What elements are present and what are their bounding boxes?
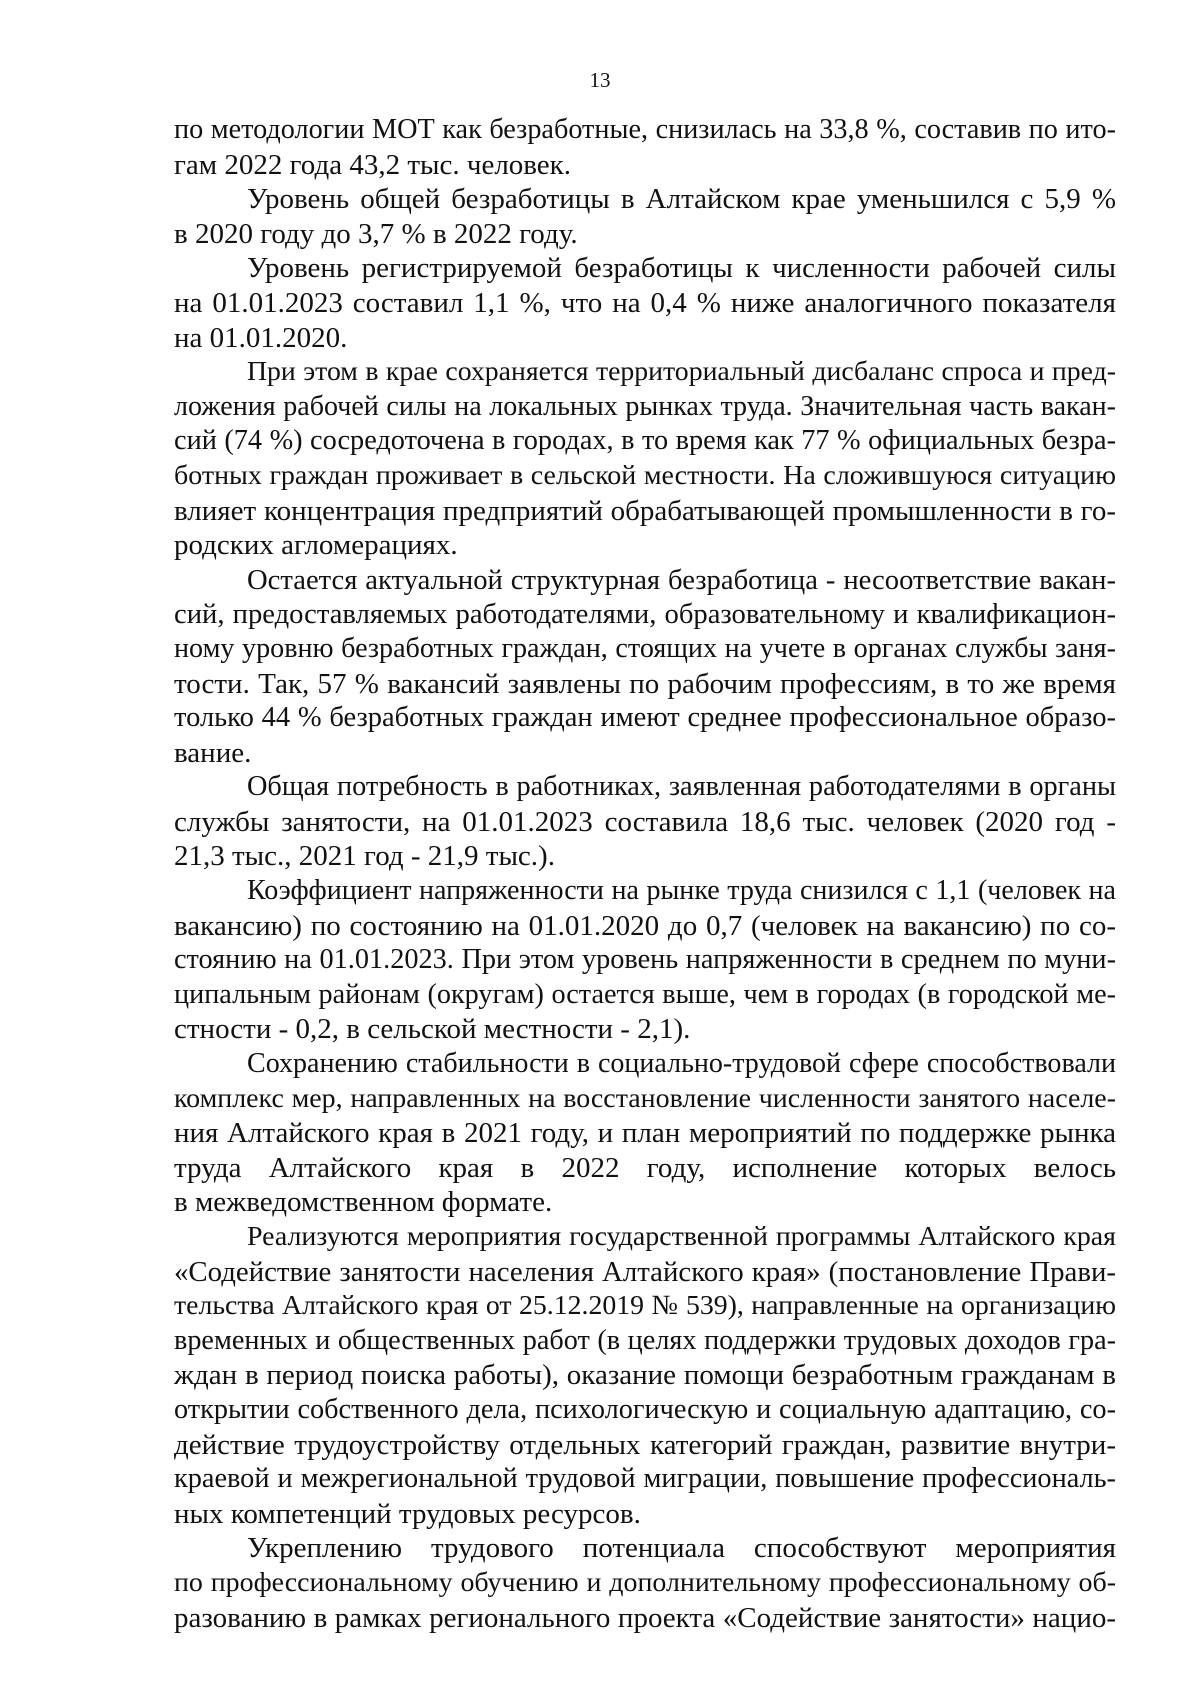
text-line: ному уровню безработных граждан, стоящих на учете в органах службы заня- [174, 632, 1116, 664]
text-line: сий (74 %) сосредоточена в городах, в то время как 77 % официальных безра- [174, 425, 1116, 457]
text-line: краевой и межрегиональной трудовой миграции, повышение профессиональ- [174, 1463, 1116, 1495]
page-number: 13 [589, 68, 611, 92]
text-line: ждан в период поиска работы), оказание помощи безработным гражданам в [174, 1359, 1116, 1392]
text-line: на 01.01.2023 составил 1,1 %, что на 0,4 % ниже аналогичного показателя [174, 286, 1116, 319]
text-line: «Содействие занятости населения Алтайского края» (постановление Прави- [174, 1255, 1116, 1288]
text-line: При этом в крае сохраняется территориальный дисбаланс спроса и пред- [247, 356, 1116, 388]
text-line: службы занятости, на 01.01.2023 составила 18,6 тыс. человек (2020 год - [174, 805, 1116, 838]
text-line: вание. [174, 736, 252, 769]
text-line: открытии собственного дела, психологическую и социальную адаптацию, со- [174, 1393, 1116, 1425]
text-line: по профессиональному обучению и дополнительному профессиональному об- [174, 1566, 1116, 1598]
text-line: действие трудоустройству отдельных категорий граждан, развитие внутри- [174, 1428, 1116, 1461]
text-line: временных и общественных работ (в целях поддержки трудовых доходов гра- [174, 1324, 1116, 1356]
text-line: Сохранению стабильности в социально-трудовой сфере способствовали [247, 1048, 1116, 1080]
text-line: ботных граждан проживает в сельской местности. На сложившуюся ситуацию [174, 459, 1116, 491]
text-line: ния Алтайского края в 2021 году, и план мероприятий по поддержке рынка [174, 1117, 1116, 1150]
text-line: гам 2022 года 43,2 тыс. человек. [174, 148, 572, 181]
text-line: стности - 0,2, в сельской местности - 2,1). [174, 1013, 691, 1046]
text-line: Укреплению трудового потенциала способствуют мероприятия [247, 1532, 1116, 1565]
text-line: Уровень общей безработицы в Алтайском крае уменьшился с 5,9 % [247, 183, 1116, 216]
text-line: ложения рабочей силы на локальных рынках труда. Значительная часть вакан- [174, 390, 1116, 422]
text-line: комплекс мер, направленных на восстановление численности занятого населе- [174, 1082, 1116, 1114]
text-line: стоянию на 01.01.2023. При этом уровень напряженности в среднем по муни- [174, 944, 1116, 976]
text-line: по методологии МОТ как безработные, снизилась на 33,8 %, составив по ито- [174, 114, 1116, 145]
text-line: ципальным районам (округам) остается выше, чем в городах (в городской ме- [174, 978, 1116, 1010]
text-line: влияет концентрация предприятий обрабатывающей промышленности в го- [174, 494, 1116, 527]
text-line: разованию в рамках регионального проекта «Содействие занятости» нацио- [174, 1601, 1116, 1634]
text-line: ных компетенций трудовых ресурсов. [174, 1497, 641, 1530]
text-line: Коэффициент напряженности на рынке труда снизился с 1,1 (человек на [247, 875, 1116, 907]
text-line: в межведомственном формате. [174, 1186, 553, 1219]
text-line: труда Алтайского края в 2022 году, исполнение которых велось [174, 1151, 1116, 1184]
text-line: Остается актуальной структурная безработица - несоответствие вакан- [247, 563, 1116, 596]
text-line: в 2020 году до 3,7 % в 2022 году. [174, 217, 578, 250]
text-line: вакансию) по состоянию на 01.01.2020 до 0,7 (человек на вакансию) по со- [174, 909, 1116, 942]
text-line: тости. Так, 57 % вакансий заявлены по рабочим профессиям, в то же время [174, 667, 1116, 700]
text-line: тельства Алтайского края от 25.12.2019 № 539), направленные на организацию [174, 1290, 1116, 1322]
text-line: 21,3 тыс., 2021 год - 21,9 тыс.). [174, 840, 555, 873]
text-line: родских агломерациях. [174, 529, 458, 562]
text-line: Уровень регистрируемой безработицы к численности рабочей силы [247, 252, 1116, 285]
document-body [174, 113, 1116, 1635]
text-line: на 01.01.2020. [174, 321, 348, 354]
text-line: Общая потребность в работниках, заявленная работодателями в органы [247, 771, 1116, 803]
text-line: сий, предоставляемых работодателями, образовательному и квалификацион- [174, 598, 1116, 631]
text-line: Реализуются мероприятия государственной программы Алтайского края [247, 1221, 1116, 1252]
text-line: только 44 % безработных граждан имеют среднее профессиональное образо- [174, 702, 1116, 734]
